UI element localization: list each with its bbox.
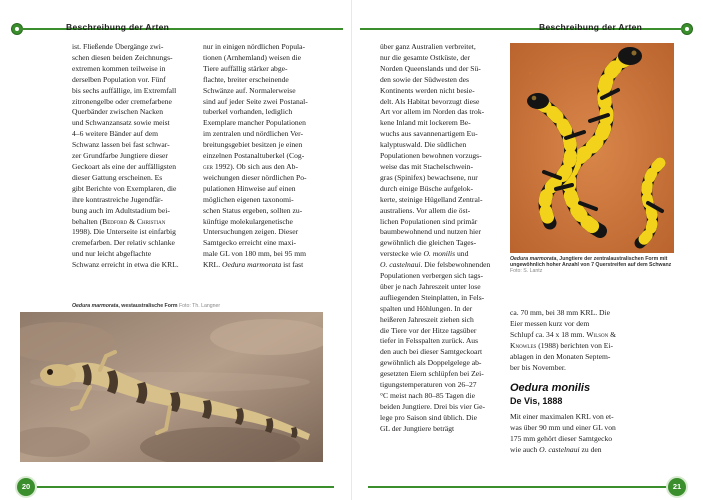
citation: Bedford & Christian: [102, 216, 166, 226]
left-page: [0, 0, 351, 500]
text-line: die Tiere vor der Hitze tagsüber: [380, 325, 477, 335]
citation: Wilson &: [586, 329, 617, 339]
text-line: Exemplare mancher Populationen: [203, 118, 306, 128]
text-line: und Schwanzansatz sowie meist: [72, 118, 170, 128]
gecko-juveniles-illustration: [510, 43, 674, 253]
text-line: sind auf jeder Seite zwei Postanal-: [203, 96, 308, 106]
citation: ger: [203, 161, 213, 171]
citation: Knowles: [510, 340, 537, 350]
text-line: wuchs aus savannenartigem Eu-: [380, 129, 478, 139]
text-line: künftige molekulargenetische: [203, 216, 293, 226]
text-line: ist. Fließende Übergänge zwi-: [72, 42, 164, 51]
photo-credit: Foto: S. Lantz: [510, 268, 543, 275]
text-line: °C meist nach 80–85 Tagen die: [380, 391, 475, 400]
text-line: gibt Berichte von Exemplaren, die: [72, 183, 177, 193]
text-line: Schwänze auf. Normalerweise: [203, 85, 296, 95]
text-line: Schwanz erreicht in etwa die KRL.: [72, 260, 179, 270]
species-name: O. castelnaui: [380, 260, 421, 270]
text-line: australiens. Vor allem die öst-: [380, 205, 471, 215]
text-line: den sowie der Südwesten des: [380, 74, 469, 84]
text-line: ihre kontrastreiche Jugendfär-: [72, 194, 163, 204]
text-line: nur in einigen nördlichen Popula-: [203, 42, 306, 51]
text-line: schen diesen beiden Zeichnungs-: [72, 52, 173, 62]
text-line: heißeren Jahreszeit ziehen sich: [380, 314, 474, 324]
text-line: extremen kommen teilweise in: [72, 63, 166, 73]
text-line: dieser Gattung erscheinen. Es: [72, 172, 163, 182]
text-line: den auch bei dieser Samtgeckoart: [380, 347, 483, 357]
text-line: breitungsgebiet besitzen je einen: [203, 140, 303, 150]
text-line: kene Inland mit lockerem Be-: [380, 118, 471, 128]
gecko-adult-illustration: [20, 312, 323, 462]
species-name: Oedura marmorata: [221, 260, 282, 270]
text-line: delt. Als Habitat bevorzugt diese: [380, 96, 480, 106]
text-line: GL der Jungtiere beträgt: [380, 423, 455, 433]
left-text-column-1: [72, 42, 196, 271]
text-line: über ganz Australien verbreitet,: [380, 42, 476, 51]
text-line: O. castelnaui. Die felsbewohnenden: [380, 260, 491, 270]
text-line: flachte, breiter erscheinende: [203, 74, 289, 84]
text-line: gewöhnlich die gleichen Tages-: [380, 238, 477, 248]
text-line: male GL von 180 mm, bei 95 mm: [203, 249, 307, 259]
text-line: Knowles (1988) berichten von Ei-: [510, 340, 614, 350]
text-line: 1998). Die Unterseite ist einfarbig: [72, 227, 176, 237]
text-line: baumbewohnend und nutzen hier: [380, 227, 482, 237]
text-line: 175 mm gehört dieser Samtgecko: [510, 433, 613, 443]
text-line: spalten und Höhlungen. In der: [380, 303, 473, 313]
text-line: Untersuchungen zeigen. Dieser: [203, 227, 299, 237]
text-line: beiden Jungtiere. Drei bis vier Ge-: [380, 401, 486, 411]
text-line: Art vor allem im Norden das trok-: [380, 107, 485, 117]
text-line: was über 90 mm und einer GL von: [510, 422, 616, 432]
text-line: weichungen dieser nördlichen Po-: [203, 172, 307, 182]
text-line: Populationen verbergen sich tags-: [380, 271, 483, 281]
text-line: behalten (Bedford & Christian: [72, 216, 166, 226]
text-line: lichen Populationen sind primär: [380, 216, 478, 226]
text-line: aufliegenden Steinplatten, in Fels-: [380, 292, 485, 302]
text-line: wie auch O. castelnaui zu den: [510, 444, 602, 454]
text-line: gras (Spinifex) bewachsene, nur: [380, 172, 478, 182]
text-line: Eier messen kurz vor dem: [510, 318, 590, 328]
text-line: einzelnen Postanaltuberkel (Cog-: [203, 151, 305, 161]
right-text-column-1: [380, 42, 504, 435]
species-name: O. monilis: [423, 249, 456, 259]
text-line: kalyptuswald. Die südlichen: [380, 140, 467, 150]
footer-rule: [368, 486, 670, 488]
text-line: tiefer in Felsspalten zurück. Aus: [380, 336, 479, 346]
text-line: Schwanz lassen bei fast schwar-: [72, 140, 170, 150]
text-line: 4–6 weitere Bänder auf dem: [72, 129, 159, 139]
page-number-left: 20: [17, 478, 35, 496]
right-page: [352, 0, 703, 500]
text-line: bis sechs auffällige, im Extremfall: [72, 85, 177, 95]
page-header-title: Beschreibung der Arten: [539, 22, 643, 32]
text-line: gesetzten Eiern schlüpfen bei Zei-: [380, 369, 484, 379]
text-line: durch einige Büsche aufgelok-: [380, 183, 473, 193]
text-line: Populationen bewohnen vorzugs-: [380, 151, 482, 161]
text-line: tuberkel vorhanden, lediglich: [203, 107, 293, 117]
text-line: tigungstemperaturen von 26–27: [380, 380, 477, 390]
text-line: pulationen Hinweise auf einen: [203, 183, 296, 193]
text-line: KRL. Oedura marmorata ist fast: [203, 260, 304, 270]
photo-credit: Foto: Th. Langner: [178, 303, 221, 309]
text-line: weise das mit Stachelschwein-: [380, 161, 473, 171]
text-line: im zentralen und nördlichen Ver-: [203, 129, 304, 139]
text-line: ca. 70 mm, bei 38 mm KRL. Die: [510, 308, 610, 317]
text-line: cremefarben. Der relativ schlanke: [72, 238, 175, 248]
page-header-title: Beschreibung der Arten: [66, 22, 170, 32]
text-line: ber bis November.: [510, 362, 566, 372]
right-gecko-photo: [510, 43, 674, 253]
header-dot-icon: [682, 24, 692, 34]
text-line: schen Status ergeben, sollten zu-: [203, 205, 303, 215]
right-photo-caption: Oedura marmorata, Jungtiere der zentralaustralischen Form mit ungewöhnlich hoher Anzahl von 7 Querstreifen auf dem Schwanz Foto: S. Lantz: [510, 256, 672, 275]
text-line: Samtgecko erreicht eine maxi-: [203, 238, 296, 248]
text-line: gewöhnlich als Doppelgelege ab-: [380, 358, 482, 368]
text-line: Tiere auffällig stärker abge-: [203, 63, 288, 73]
page-number-right: 21: [668, 478, 686, 496]
text-line: tionen (Arnhemland) weisen die: [203, 52, 302, 62]
text-line: ger 1992). Ob sich aus den Ab-: [203, 161, 298, 171]
left-gecko-photo: [20, 312, 323, 462]
text-line: Schlupf ca. 34 x 18 mm. Wilson &: [510, 329, 617, 339]
right-text-column-2: [510, 308, 674, 373]
species-author: De Vis, 1888: [510, 396, 563, 406]
right-text-column-2b: [510, 412, 674, 456]
footer-rule: [32, 486, 334, 488]
text-line: und nur leicht abgeflachte: [72, 249, 152, 259]
text-line: Geckoart als eine der auffälligsten: [72, 161, 177, 171]
species-heading: Oedura monilis: [510, 382, 591, 394]
left-text-column-2: [203, 42, 327, 271]
text-line: Kontinents werden nicht besie-: [380, 85, 475, 95]
text-line: verstecke wie O. monilis und: [380, 249, 469, 259]
text-line: derselben Population vor. Fünf: [72, 74, 166, 84]
text-line: zer Grundfarbe Jungtiere dieser: [72, 151, 168, 161]
text-line: ablagen in den Monaten Septem-: [510, 351, 611, 361]
left-photo-caption: Oedura marmorata, westaustralische Form Foto: Th. Langner: [72, 303, 221, 309]
text-line: Querbänder zwischen Nacken: [72, 107, 164, 117]
text-line: nur die gesamte Ostküste, der: [380, 52, 471, 62]
text-line: bung auch im Adultstadium bei-: [72, 205, 170, 215]
text-line: Norden Queenslands und der Sü-: [380, 63, 481, 73]
text-line: zitronengelbe oder cremefarbene: [72, 96, 172, 106]
text-line: möglichen eigenen taxonomi-: [203, 194, 294, 204]
species-name: O. castelnaui: [539, 444, 580, 454]
text-line: über je nach Jahreszeit unter lose: [380, 281, 481, 291]
text-line: kerte, steinige Hügelland Zentral-: [380, 194, 483, 204]
text-line: Mit einer maximalen KRL von et-: [510, 412, 614, 421]
text-line: lege pro Saison sind üblich. Die: [380, 412, 478, 422]
